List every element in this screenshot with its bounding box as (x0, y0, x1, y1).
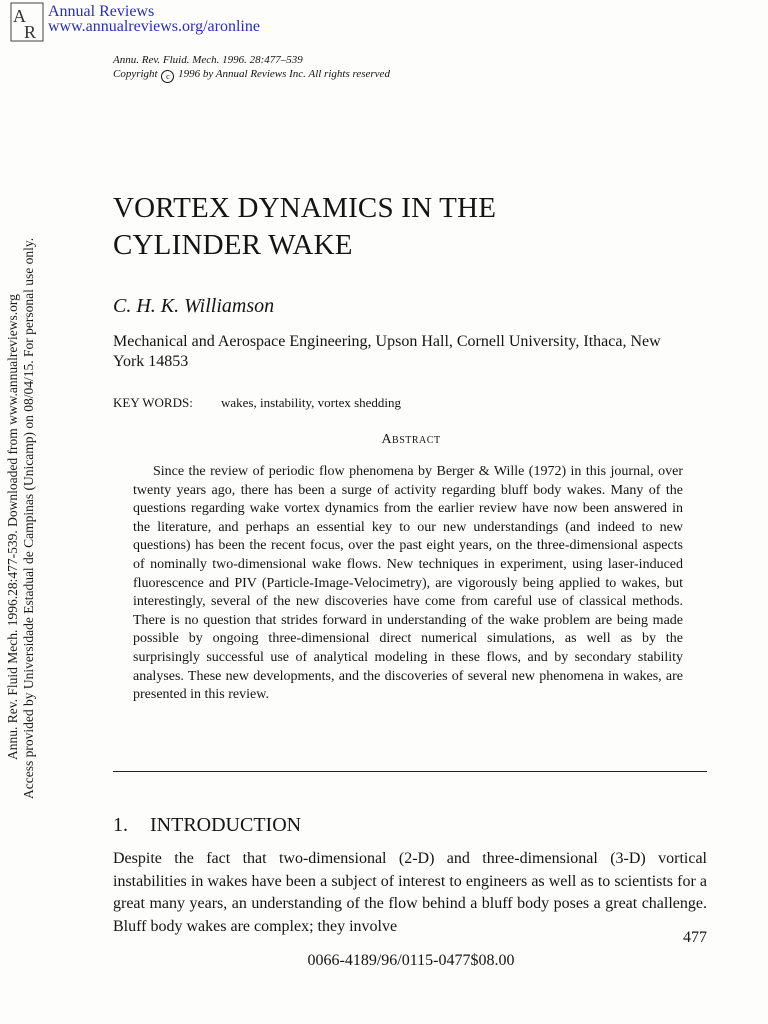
page-number: 477 (683, 929, 707, 946)
author-affiliation: Mechanical and Aerospace Engineering, Upson Hall, Cornell University, Ithaca, New York 14853 (113, 333, 661, 370)
section-divider (113, 771, 707, 772)
publisher-url-link[interactable]: www.annualreviews.org/aronline (48, 18, 260, 35)
copyright-icon: c (161, 70, 174, 83)
download-notice: Annu. Rev. Fluid Mech. 1996.28:477-539. Downloaded from www.annualreviews.org (5, 294, 20, 760)
journal-citation: Annu. Rev. Fluid. Mech. 1996. 28:477–539 (113, 54, 303, 66)
publisher-name: Annual Reviews (48, 3, 155, 20)
svg-text:R: R (24, 22, 37, 42)
section-heading (113, 814, 301, 837)
abstract-heading: Abstract (381, 432, 441, 447)
section-title: INTRODUCTION (150, 814, 302, 836)
abstract-body: Since the review of periodic flow phenomena by Berger & Wille (1972) in this journal, over twenty years ago, there has been a surge of activity regarding bluff body wakes. Many of the questions regarding wake vortex dynamics from the earlier review have now been answered in the literature, and perhaps an essential key to our new understandings (and indeed to new questions) has been the recent focus, over the past eight years, on the three-dimensional aspects of nominally two-dimensional wake flows. New techniques in experiment, using laser-induced fluorescence and PIV (Particle-Image-Velocimetry), are vigorously being applied to wakes, but interestingly, several of the new discoveries have come from careful use of classical methods. There is no question that strides forward in understanding of the wake problem are being made possible by ongoing three-dimensional direct numerical simulations, as well as by the surprisingly successful use of analytical modeling in these flows, and by secondary stability analyses. These new developments, and the discoveries of several new phenomena in wakes, are presented in this review. (133, 464, 683, 703)
copyright-label: Copyright (113, 68, 158, 80)
section-number: 1. (113, 814, 128, 836)
introduction-paragraph: Despite the fact that two-dimensional (2-D) and three-dimensional (3-D) vortical instabilities in wakes have been a subject of interest to engineers as well as to scientists for a great many years, an understanding of the flow behind a bluff body poses a great challenge. Bluff body wakes are complex; they involve (113, 850, 707, 935)
keywords (113, 395, 401, 411)
article-title (113, 190, 496, 264)
keywords-label: KEY WORDS: (113, 395, 193, 410)
access-notice: Access provided by Universidade Estadual de Campinas (Unicamp) on 08/04/15. For personal use only. (21, 237, 36, 799)
copyright-holder: 1996 by Annual Reviews Inc. All rights reserved (178, 68, 390, 80)
article-title-line-1: VORTEX DYNAMICS IN THE (113, 192, 497, 224)
article-title-line-2: CYLINDER WAKE (113, 229, 353, 261)
article-code: 0066-4189/96/0115-0477$08.00 (307, 952, 515, 969)
svg-text:A: A (13, 6, 26, 26)
annual-reviews-logo (10, 2, 44, 42)
copyright-line (113, 67, 390, 83)
keywords-list: wakes, instability, vortex shedding (221, 395, 402, 410)
author-name: C. H. K. Williamson (113, 295, 275, 317)
